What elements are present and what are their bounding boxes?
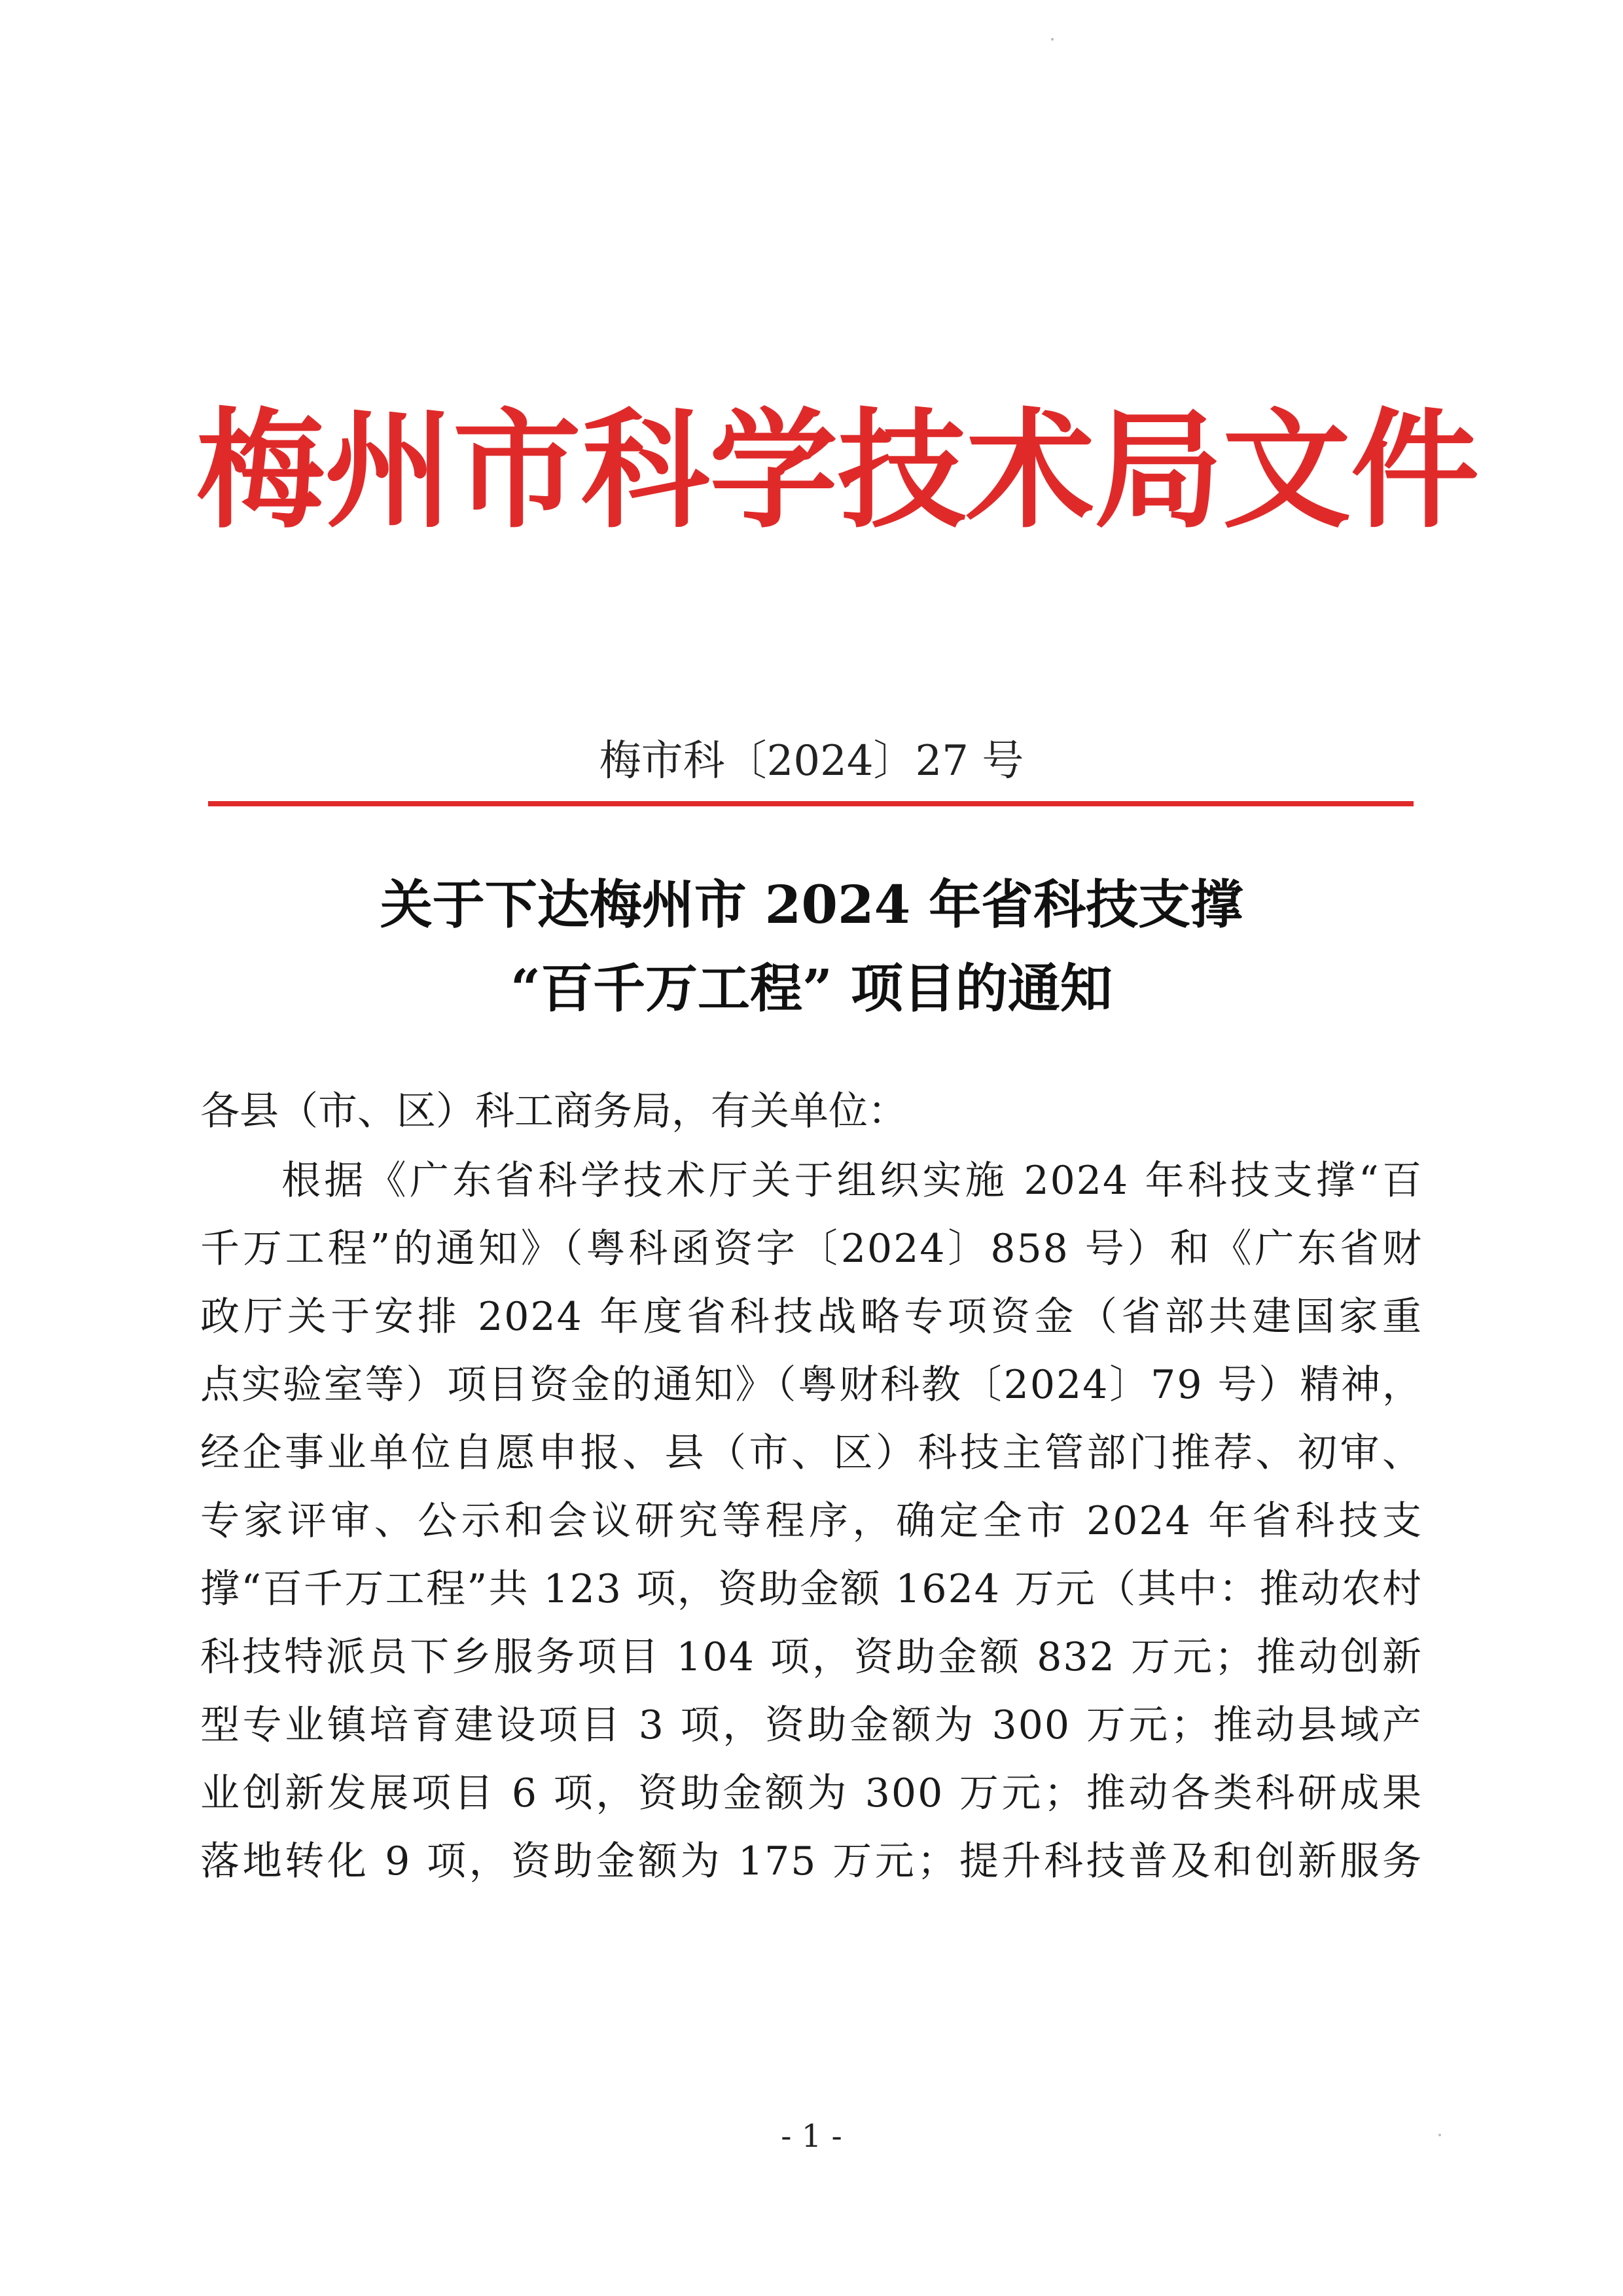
document-title-line-2: “百千万工程” 项目的通知 [510,958,1113,1019]
addressee: 各县（市、区）科工商务局，有关单位： [200,1088,907,1134]
scan-speck [1438,2134,1441,2136]
paragraph-line: 科技特派员下乡服务项目 104 项，资助金额 832 万元；推动创新 [200,1634,1423,1680]
page-number: - 1 - [781,2118,842,2155]
paragraph-line: 落地转化 9 项，资助金额为 175 万元；提升科技普及和创新服务 [200,1839,1423,1884]
paragraph-line: 政厅关于安排 2024 年度省科技战略专项资金（省部共建国家重 [200,1294,1423,1340]
document-title-line-1: 关于下达梅州市 2024 年省科技支撑 [380,874,1243,935]
document-title [196,863,1427,1030]
paragraph-line: 型专业镇培育建设项目 3 项，资助金额为 300 万元；推动县域产 [200,1702,1423,1748]
paragraph-line: 经企事业单位自愿申报、县（市、区）科技主管部门推荐、初审、 [200,1430,1423,1476]
paragraph-line: 撑“百千万工程”共 123 项，资助金额 1624 万元（其中：推动农村 [200,1566,1423,1612]
paragraph-line: 点实验室等）项目资金的通知》（粤财科教〔2024〕79 号）精神， [200,1362,1423,1408]
paragraph-line: 千万工程”的通知》（粤科函资字〔2024〕858 号）和《广东省财 [200,1226,1423,1272]
document-body [200,1076,1423,1895]
document-number: 梅市科〔2024〕27 号 [599,737,1024,785]
scan-speck [1051,38,1054,41]
masthead-title: 梅州市科学技术局文件 [196,397,1480,546]
paragraph-line: 根据《广东省科学技术厅关于组织实施 2024 年科技支撑“百 [281,1158,1423,1204]
red-divider-line [208,801,1414,806]
paragraph-line: 专家评审、公示和会议研究等程序，确定全市 2024 年省科技支 [200,1498,1423,1544]
paragraph-line: 业创新发展项目 6 项，资助金额为 300 万元；推动各类科研成果 [200,1770,1423,1816]
